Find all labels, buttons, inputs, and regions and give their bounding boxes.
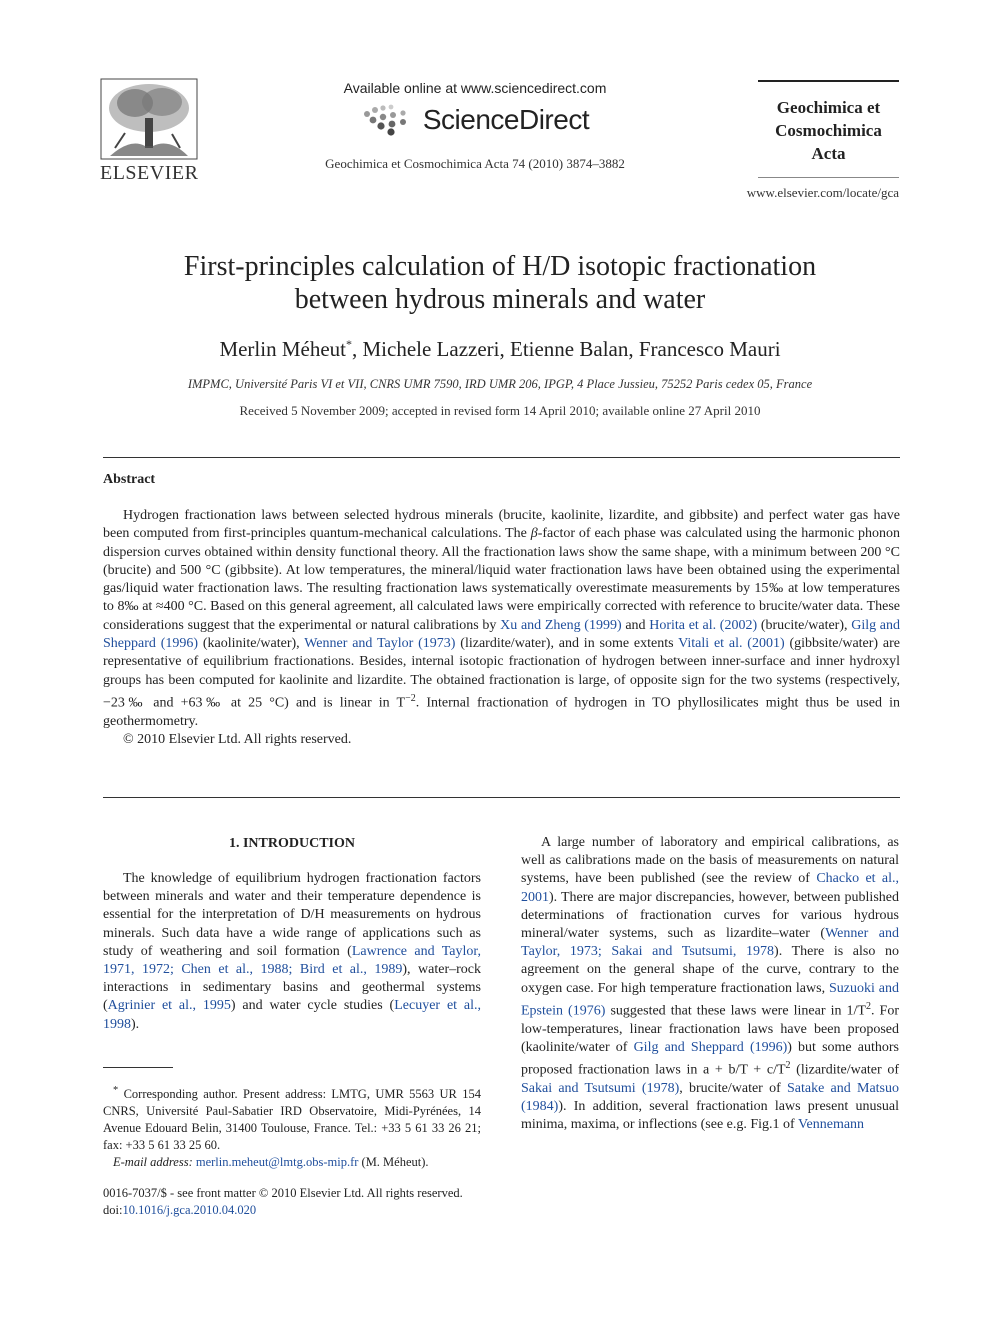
abstract-paragraph: Hydrogen fractionation laws between selected hydrous minerals (brucite, kaolinite, lizardite, and gibbsite) and perfect water gas have been computed from first-principles quantum-mechanical calculations. The β-factor of each phase was calculated using the harmonic phonon dispersion curves obtained within density functional theory. All the fractionation laws show the same shape, with a minimum between 200 °C (brucite) and 500 °C (gibbsite). At low temperatures, the mineral/liquid water fractionation laws have been obtained using the experimental gas/liquid water fractionation laws. The resulting fractionation laws systematically overestimate measurements by 15‰ at low temperatures to 8‰ at ≈400 °C. Based on this general agreement, all calculated laws were empirically corrected with reference to brucite/water data. These considerations suggest that the experimental or natural calibrations by Xu and Zheng (1999) and Horita et al. (2002) (brucite/water), Gilg and Sheppard (1996) (kaolinite/water), Wenner and Taylor (1973) (lizardite/water), and in some extents Vitali et al. (2001) (gibbsite/water) are representative of equilibrium fractionations. Besides, internal isotopic fractionation of hydrogen between inner-surface and inner hydroxyl groups has been computed for kaolinite and lizardite. The obtained fractionation is large, of opposite sign for the two systems (respectively, −23‰ and +63‰ at 25 °C) and is linear in $T^{-2}$. Internal fractionation of hydrogen in TO phyllosilicates might thus be used in geothermometry. — [103, 508, 901, 729]
author-list — [100, 337, 900, 362]
sciencedirect-dots-icon — [361, 104, 417, 136]
journal-name-line: Cosmochimica — [775, 121, 882, 140]
center-header — [300, 80, 650, 172]
right-column — [521, 834, 899, 1135]
reference-link[interactable]: Chacko et al., 2001 — [521, 871, 899, 905]
title-line: First-principles calculation of H/D isotopic fractionation — [183, 251, 817, 282]
footnote-divider — [103, 1067, 173, 1068]
journal-citation: Geochimica et Cosmochimica Acta 74 (2010) 3874–3882 — [325, 156, 625, 171]
author-name: Merlin Méheut — [219, 337, 346, 361]
email-link[interactable]: merlin.meheut@lmtg.obs-mip.fr — [195, 1155, 359, 1170]
doi-line: doi:10.1016/j.gca.2010.04.020 — [103, 1203, 257, 1217]
reference-link[interactable]: Suzuoki and Epstein (1976) — [521, 980, 899, 1019]
reference-link[interactable]: Sakai and Tsutsumi (1978) — [521, 1080, 680, 1096]
reference-link[interactable]: Xu and Zheng (1999) — [500, 617, 622, 633]
reference-link[interactable]: Gilg and Sheppard (1996) — [633, 1039, 788, 1055]
reference-link[interactable]: Wenner and Taylor (1973) — [304, 636, 456, 652]
corresponding-author-note: * Corresponding author. Present address: LMTG, UMR 5563 UR 154 CNRS, Université Paul-Sabatier IRD Observatoire, Midi-Pyrénées, 14 Avenue Edouard Belin, 31400 Toulouse, France. Tel.: +33 5 61 33 26 21; fax: +33 5 61 33 25 60. — [103, 1085, 481, 1153]
journal-url[interactable]: www.elsevier.com/locate/gca — [746, 185, 899, 200]
front-matter-info — [103, 1185, 553, 1219]
sciencedirect-logo[interactable] — [300, 104, 650, 136]
left-column — [103, 870, 481, 1034]
publisher-logo — [100, 78, 198, 182]
divider — [103, 457, 900, 458]
reference-link[interactable]: Satake and Matsuo (1984) — [521, 1080, 899, 1115]
article-title — [100, 250, 900, 316]
copyright-line: © 2010 Elsevier Ltd. All rights reserved. — [123, 732, 352, 748]
abstract-body — [103, 507, 900, 750]
available-online-text[interactable]: Available online at www.sciencedirect.com — [343, 80, 607, 96]
received-dates: Received 5 November 2009; accepted in revised form 14 April 2010; available online 27 April 2010 — [239, 403, 761, 418]
reference-link[interactable]: Wenner and Taylor, 1973; Sakai and Tsutsumi, 1978 — [521, 926, 900, 960]
journal-name-line: Geochimica et — [776, 98, 881, 117]
abstract-heading: Abstract — [103, 472, 156, 487]
reference-link[interactable]: Horita et al. (2002) — [649, 617, 758, 633]
elsevier-tree-icon — [100, 78, 198, 160]
reference-link[interactable]: Vitali et al. (2001) — [678, 636, 785, 652]
reference-link[interactable]: Agrinier et al., 1995 — [107, 998, 231, 1014]
journal-name-line: Acta — [811, 144, 846, 163]
corresponding-author-mark[interactable]: * — [346, 337, 352, 351]
publisher-name: ELSEVIER — [100, 162, 199, 184]
footnote — [103, 1082, 481, 1171]
issn-line: 0016-7037/$ - see front matter © 2010 Elsevier Ltd. All rights reserved. — [103, 1186, 463, 1200]
reference-link[interactable]: Vennemann — [797, 1117, 865, 1133]
affiliation: IMPMC, Université Paris VI et VII, CNRS UMR 7590, IRD UMR 206, IPGP, 4 Place Jussieu, 75252 Paris cedex 05, France — [187, 377, 813, 391]
reference-link[interactable]: Lawrence and Taylor, 1971, 1972; Chen et al., 1988; Bird et al., 1989 — [103, 943, 481, 978]
sciencedirect-wordmark: ScienceDirect — [422, 104, 590, 135]
email-line: E-mail address: merlin.meheut@lmtg.obs-mip.fr (M. Méheut). — [113, 1155, 429, 1170]
other-authors: , Michele Lazzeri, Etienne Balan, Francesco Mauri — [352, 337, 781, 361]
title-line: between hydrous minerals and water — [294, 284, 706, 315]
journal-name-box — [758, 80, 899, 178]
paragraph: The knowledge of equilibrium hydrogen fractionation factors between minerals and water and their temperature dependence is essential for the interpretation of D/H measurements on hydrous minerals. Such data have a wide range of applications such as study of weathering and soil formation (Lawrence and Taylor, 1971, 1972; Chen et al., 1988; Bird et al., 1989), water–rock interactions in sedimentary basins and geothermal systems (Agrinier et al., 1995) and water cycle studies (Lecuyer et al., 1998). — [103, 871, 482, 1032]
section-heading: 1. INTRODUCTION — [228, 836, 355, 851]
divider — [103, 797, 900, 798]
reference-link[interactable]: Lecuyer et al., 1998 — [103, 998, 482, 1032]
reference-link[interactable]: Gilg and Sheppard (1996) — [103, 617, 901, 652]
paragraph: A large number of laboratory and empirical calibrations, as well as calibrations made on the basis of measurements on natural systems, have been published (see the review of Chacko et al., 2001). There are major discrepancies, however, between published determinations of fractionation curves for various hydrous mineral/water systems, such as lizardite–water (Wenner and Taylor, 1973; Sakai and Tsutsumi, 1978). There is also no agreement on the general shape of the curve, contrary to the oxygen case. For high temperature fractionation laws, Suzuoki and Epstein (1976) suggested that these laws were linear in $1/T^2$. For low-temperatures, linear fractionation laws have been proposed (kaolinite/water of Gilg and Sheppard (1996)) but some authors proposed fractionation laws in $a + b/T + c/T^2$ (lizardite/water of Sakai and Tsutsumi (1978), brucite/water of Satake and Matsuo (1984)). In addition, several fractionation laws present unusual minima, maxima, or inflections (see e.g. Fig.1 of Vennemann — [521, 835, 900, 1133]
doi-link[interactable]: 10.1016/j.gca.2010.04.020 — [122, 1203, 257, 1217]
